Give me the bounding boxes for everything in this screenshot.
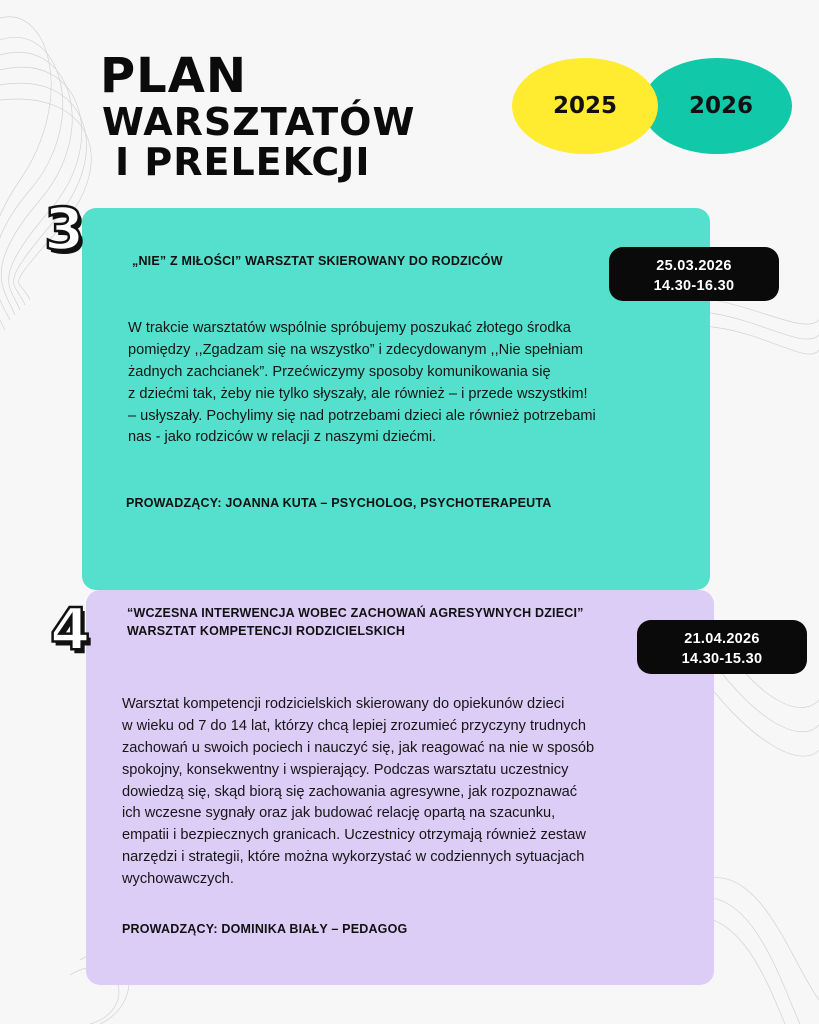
workshop-4-leader: PROWADZĄCY: DOMINIKA BIAŁY – PEDAGOG (122, 922, 408, 936)
workshop-number-4: 4 (50, 595, 91, 663)
workshop-4-heading-line-2: WARSZTAT KOMPETENCJI RODZICIELSKICH (127, 624, 406, 639)
workshop-3-time: 14.30-16.30 (653, 278, 735, 295)
workshop-4-date-pill (637, 620, 807, 674)
workshop-3-date: 25.03.2026 (656, 258, 732, 274)
workshop-4-description: Warsztat kompetencji rodzicielskich skierowany do opiekunów dzieci w wieku od 7 do 14 lat, którzy chcą lepiej zrozumieć przyczyny trudnych zachowań u swoich pociech i nauczyć się, jak reagować na nie w sposób spokojny, konsekwentny i wspierający. Podczas warsztatu uczestnicy dowiedzą się, skąd biorą się zachowania agresywne, jak rozpoznawać ich wczesne sygnały oraz jak budować relację opartą na szacunku, empatii i bezpiecznych granicach. Uczestnicy otrzymają również zestaw narzędzi i strategii, które można wykorzystać w codziennych sytuacjach wychowawczych. (122, 696, 595, 888)
workshop-3-leader: PROWADZĄCY: JOANNA KUTA – PSYCHOLOG, PSYCHOTERAPEUTA (126, 496, 552, 510)
workshop-number-3: 3 (44, 195, 85, 263)
year-start-badge: 2025 (512, 58, 658, 154)
workshop-3-heading (132, 252, 503, 270)
title-line-1: PLAN (100, 48, 248, 104)
workshop-3-date-pill (609, 247, 779, 301)
year-end-badge: 2026 (642, 58, 792, 154)
workshop-4-time: 14.30-15.30 (681, 651, 763, 668)
workshop-4-heading-line-1: “WCZESNA INTERWENCJA WOBEC ZACHOWAŃ AGRESYWNYCH DZIECI” (127, 606, 584, 620)
title-line-3: I PRELEKCJI (115, 140, 371, 184)
title-line-2: WARSZTATÓW (102, 100, 416, 144)
workshop-4-heading (127, 604, 584, 640)
workshop-3-heading-line: „NIE” Z MIŁOŚCI” WARSZTAT SKIEROWANY DO RODZICÓW (132, 254, 503, 268)
workshop-3-description: W trakcie warsztatów wspólnie spróbujemy poszukać złotego środka pomiędzy ,,Zgadzam się na wszystko” i zdecydowanym ,,Nie spełniam żadnych zachcianek”. Przećwiczymy sposoby komunikowania się z dziećmi tak, żeby nie tylko słyszały, ale również – i przede wszystkim! – usłyszały. Pochylimy się nad potrzebami dzieci ale również potrzebami nas - jako rodziców w relacji z naszymi dziećmi. (128, 320, 596, 446)
workshop-4-date: 21.04.2026 (684, 631, 760, 647)
